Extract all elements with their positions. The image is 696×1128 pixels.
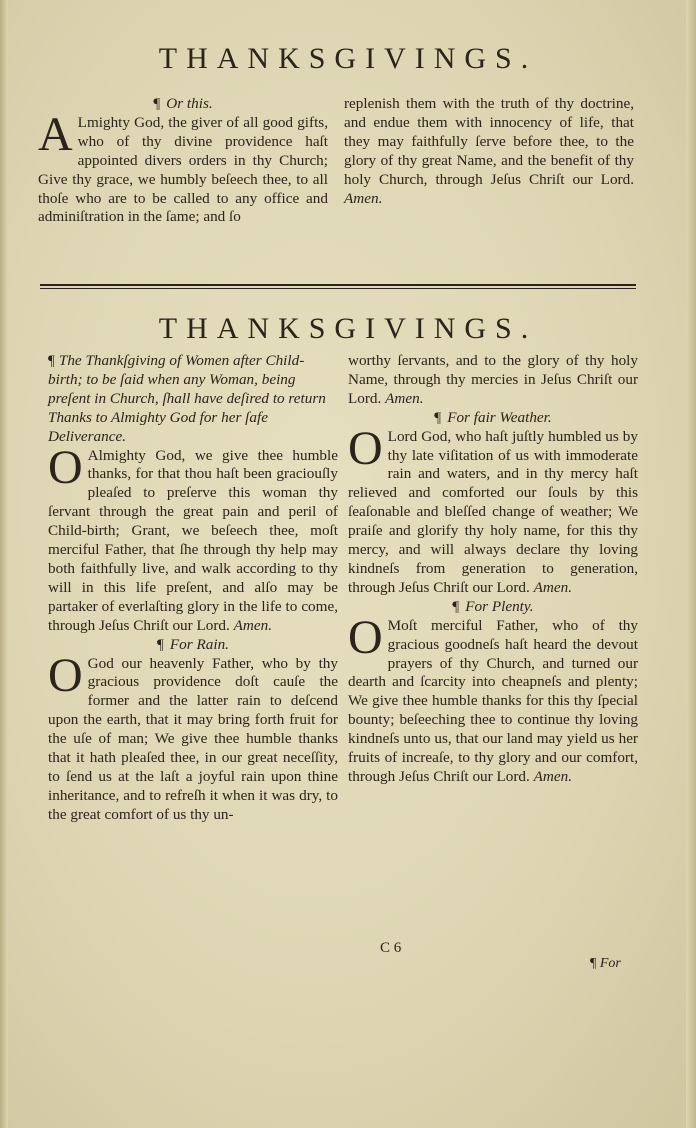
amen-text: Amen. [233, 616, 272, 634]
drop-cap: O [348, 421, 383, 475]
page-edge-right [686, 0, 696, 1128]
pilcrow-icon: ¶ [452, 597, 460, 615]
drop-cap: O [48, 648, 83, 702]
signature-mark: C 6 [380, 940, 402, 956]
amen-text: Amen. [533, 578, 572, 596]
subtitle-for-plenty: ¶ For Plenty. [452, 597, 534, 615]
prayer-for-plenty: O Moſt merciful Father, who of thy gracious goodneſs haſt heard the devout prayers of thy Church, and turned our dearth and ſcarcity into cheapneſs and plenty; We give thee humble thanks for this thy ſpecial bounty; beſeeching thee to continue thy loving kindneſs unto us, that our land may yield us her fruits of increaſe, to thy glory and our comfort, through Jeſus Chriſt our Lord. Amen. [348, 610, 638, 785]
prayer-or-this-part1: A Lmighty God, the giver of all good gifts, who of thy divine providence haſt appointed divers orders in thy Church; Give thy grace, we humbly beſeech thee, to all thoſe who are to be called to any office and adminiſtration in the ſame; and ſo [38, 107, 328, 226]
prayer-or-this-part2: replenish them with the truth of thy doctrine, and endue them with innocency of life, that they may faithfully ſerve before thee, to the glory of thy great Name, and the benefit of thy holy Church, through Jeſus Chriſt our Lord. Amen. [344, 95, 634, 207]
section-rule-thin [40, 288, 636, 289]
subtitle-or-this: ¶ Or this. [153, 95, 213, 112]
section-heading: THANKSGIVINGS. [158, 312, 538, 345]
prayer-for-rain: O God our heavenly Father, who by thy gracious providence doſt cauſe the former and the latter rain to deſcend upon the earth, that it may bring forth fruit for the uſe of man; We give thee humble thanks that it hath pleaſed thee, in our great neceſſity, to ſend us at the laſt a joyful rain upon thine inheritance, and to refreſh it when it was dry, to the great comfort of us thy un- [48, 648, 338, 823]
drop-cap: O [348, 610, 383, 664]
top-left-column [38, 95, 328, 227]
section-rule-thick [40, 284, 636, 286]
pilcrow-icon: ¶ [48, 352, 55, 369]
prayer-childbirth: O Almighty God, we give thee humble thanks, for that thou haſt been graciouſly pleaſed to preſerve this woman thy ſervant through the great pain and peril of Child-birth; Grant, we beſeech thee, moſt merciful Father, that ſhe through thy help may both faithfully live, and walk according to thy will in this life preſent, and alſo may be partaker of everlaſting glory in the life to come, through Jeſus Chriſt our Lord. Amen. [48, 440, 338, 634]
pilcrow-icon: ¶ [153, 95, 161, 112]
pilcrow-icon: ¶ [434, 408, 442, 426]
drop-cap: A [38, 107, 73, 161]
prayer-childbirth-end: worthy ſervants, and to the glory of thy holy Name, through thy mercies in Jeſus Chriſt our Lord. Amen. [348, 352, 638, 407]
running-heading: THANKSGIVINGS. [158, 42, 538, 75]
catchword: ¶ For [590, 956, 621, 971]
amen-text: Amen. [344, 189, 383, 207]
amen-text: Amen. [385, 389, 424, 407]
amen-text: Amen. [533, 767, 572, 785]
drop-cap: O [48, 440, 83, 494]
rubric-thanksgiving-women: ¶ The Thankſgiving of Women after Child-birth; to be ſaid when any Woman, being preſent in Church, ſhall have deſired to return Thanks to Almighty God for her ſafe Deliverance. [48, 352, 326, 445]
page-edge-left [0, 0, 8, 1128]
subtitle-fair-weather: ¶ For fair Weather. [434, 408, 552, 426]
pilcrow-icon: ¶ [157, 635, 164, 653]
prayer-fair-weather: O Lord God, who haſt juſtly humbled us by thy late viſitation of us with immoderate rain and waters, and in thy mercy haſt relieved and comforted our ſouls by this ſeaſonable and bleſſed change of weather; We praiſe and glorify thy holy name, for this thy mercy, and will always declare thy loving kindneſs from generation to generation, through Jeſus Chriſt our Lord. Amen. [348, 421, 638, 596]
top-right-column [344, 95, 634, 208]
pilcrow-icon: ¶ [590, 956, 597, 971]
left-column [48, 352, 338, 825]
subtitle-for-rain: ¶ For Rain. [157, 635, 229, 653]
right-column [348, 352, 638, 787]
